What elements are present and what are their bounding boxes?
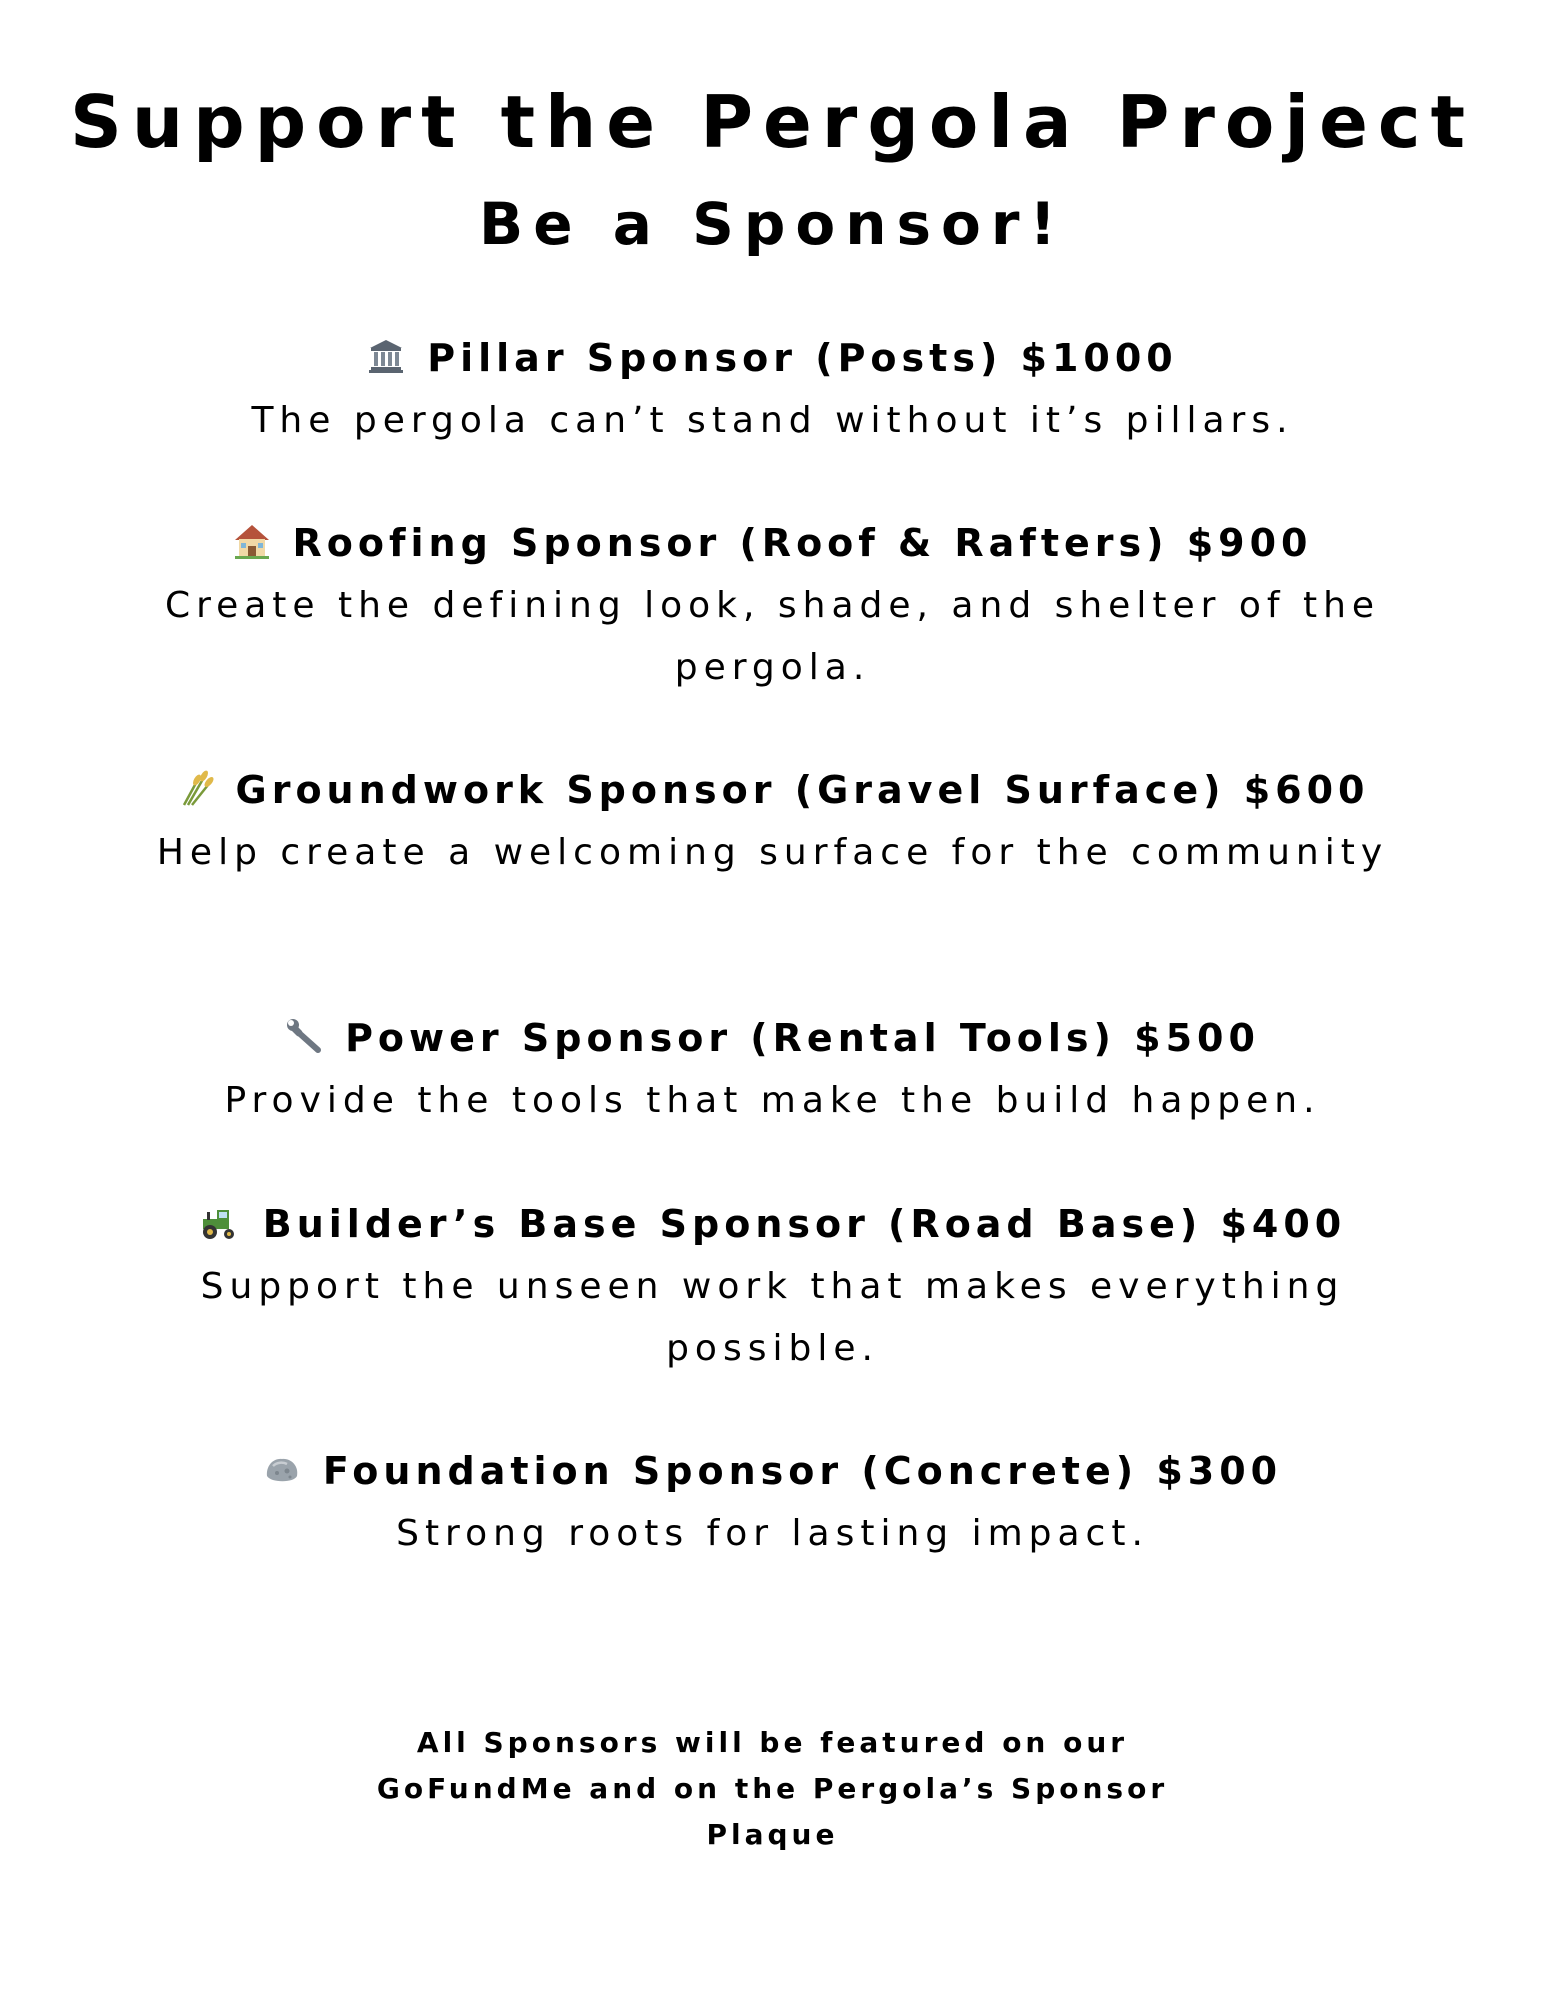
tier-heading: Pillar Sponsor (Posts) $1000 [427, 336, 1178, 380]
sponsor-tier-groundwork [0, 760, 1545, 884]
wrench-icon [285, 1017, 323, 1055]
rock-icon [263, 1450, 301, 1488]
tier-heading-row [0, 1008, 1545, 1068]
tier-description: The pergola can’t stand without it’s pillars. [251, 400, 1294, 441]
tier-heading: Builder’s Base Sponsor (Road Base) $400 [262, 1202, 1347, 1246]
tier-heading-row [0, 1441, 1545, 1501]
tier-heading-row [0, 1194, 1545, 1254]
tier-description: Strong roots for lasting impact. [396, 1513, 1149, 1554]
tier-heading: Roofing Sponsor (Roof & Rafters) $900 [292, 521, 1313, 565]
tier-heading-row [0, 513, 1545, 573]
classical-building-icon [367, 337, 405, 375]
tractor-icon [199, 1203, 241, 1241]
page-title: Support the Pergola Project [69, 80, 1476, 164]
tier-heading: Power Sponsor (Rental Tools) $500 [345, 1016, 1260, 1060]
tier-heading-row [0, 760, 1545, 820]
sponsor-tier-builders-base [0, 1194, 1545, 1380]
tier-heading: Foundation Sponsor (Concrete) $300 [322, 1449, 1283, 1493]
sponsor-footer [0, 1720, 1545, 1858]
page-subtitle: Be a Sponsor! [479, 190, 1066, 258]
sheaf-of-grain-icon [176, 769, 214, 807]
sponsor-tier-roofing [0, 513, 1545, 699]
tier-description: Support the unseen work that makes everything possible. [200, 1266, 1345, 1369]
tier-description: Help create a welcoming surface for the community [156, 832, 1389, 873]
footer-note: All Sponsors will be featured on our GoFundMe and on the Pergola’s Sponsor Plaque [376, 1726, 1169, 1851]
tier-description: Provide the tools that make the build happen. [224, 1080, 1321, 1121]
house-icon [233, 522, 271, 560]
sponsor-tier-power [0, 1008, 1545, 1132]
sponsor-tier-pillar [0, 328, 1545, 452]
tier-heading: Groundwork Sponsor (Gravel Surface) $600 [235, 768, 1370, 812]
sponsor-tier-foundation [0, 1441, 1545, 1565]
tier-heading-row [0, 328, 1545, 388]
tier-description: Create the defining look, shade, and shelter of the pergola. [164, 585, 1381, 688]
